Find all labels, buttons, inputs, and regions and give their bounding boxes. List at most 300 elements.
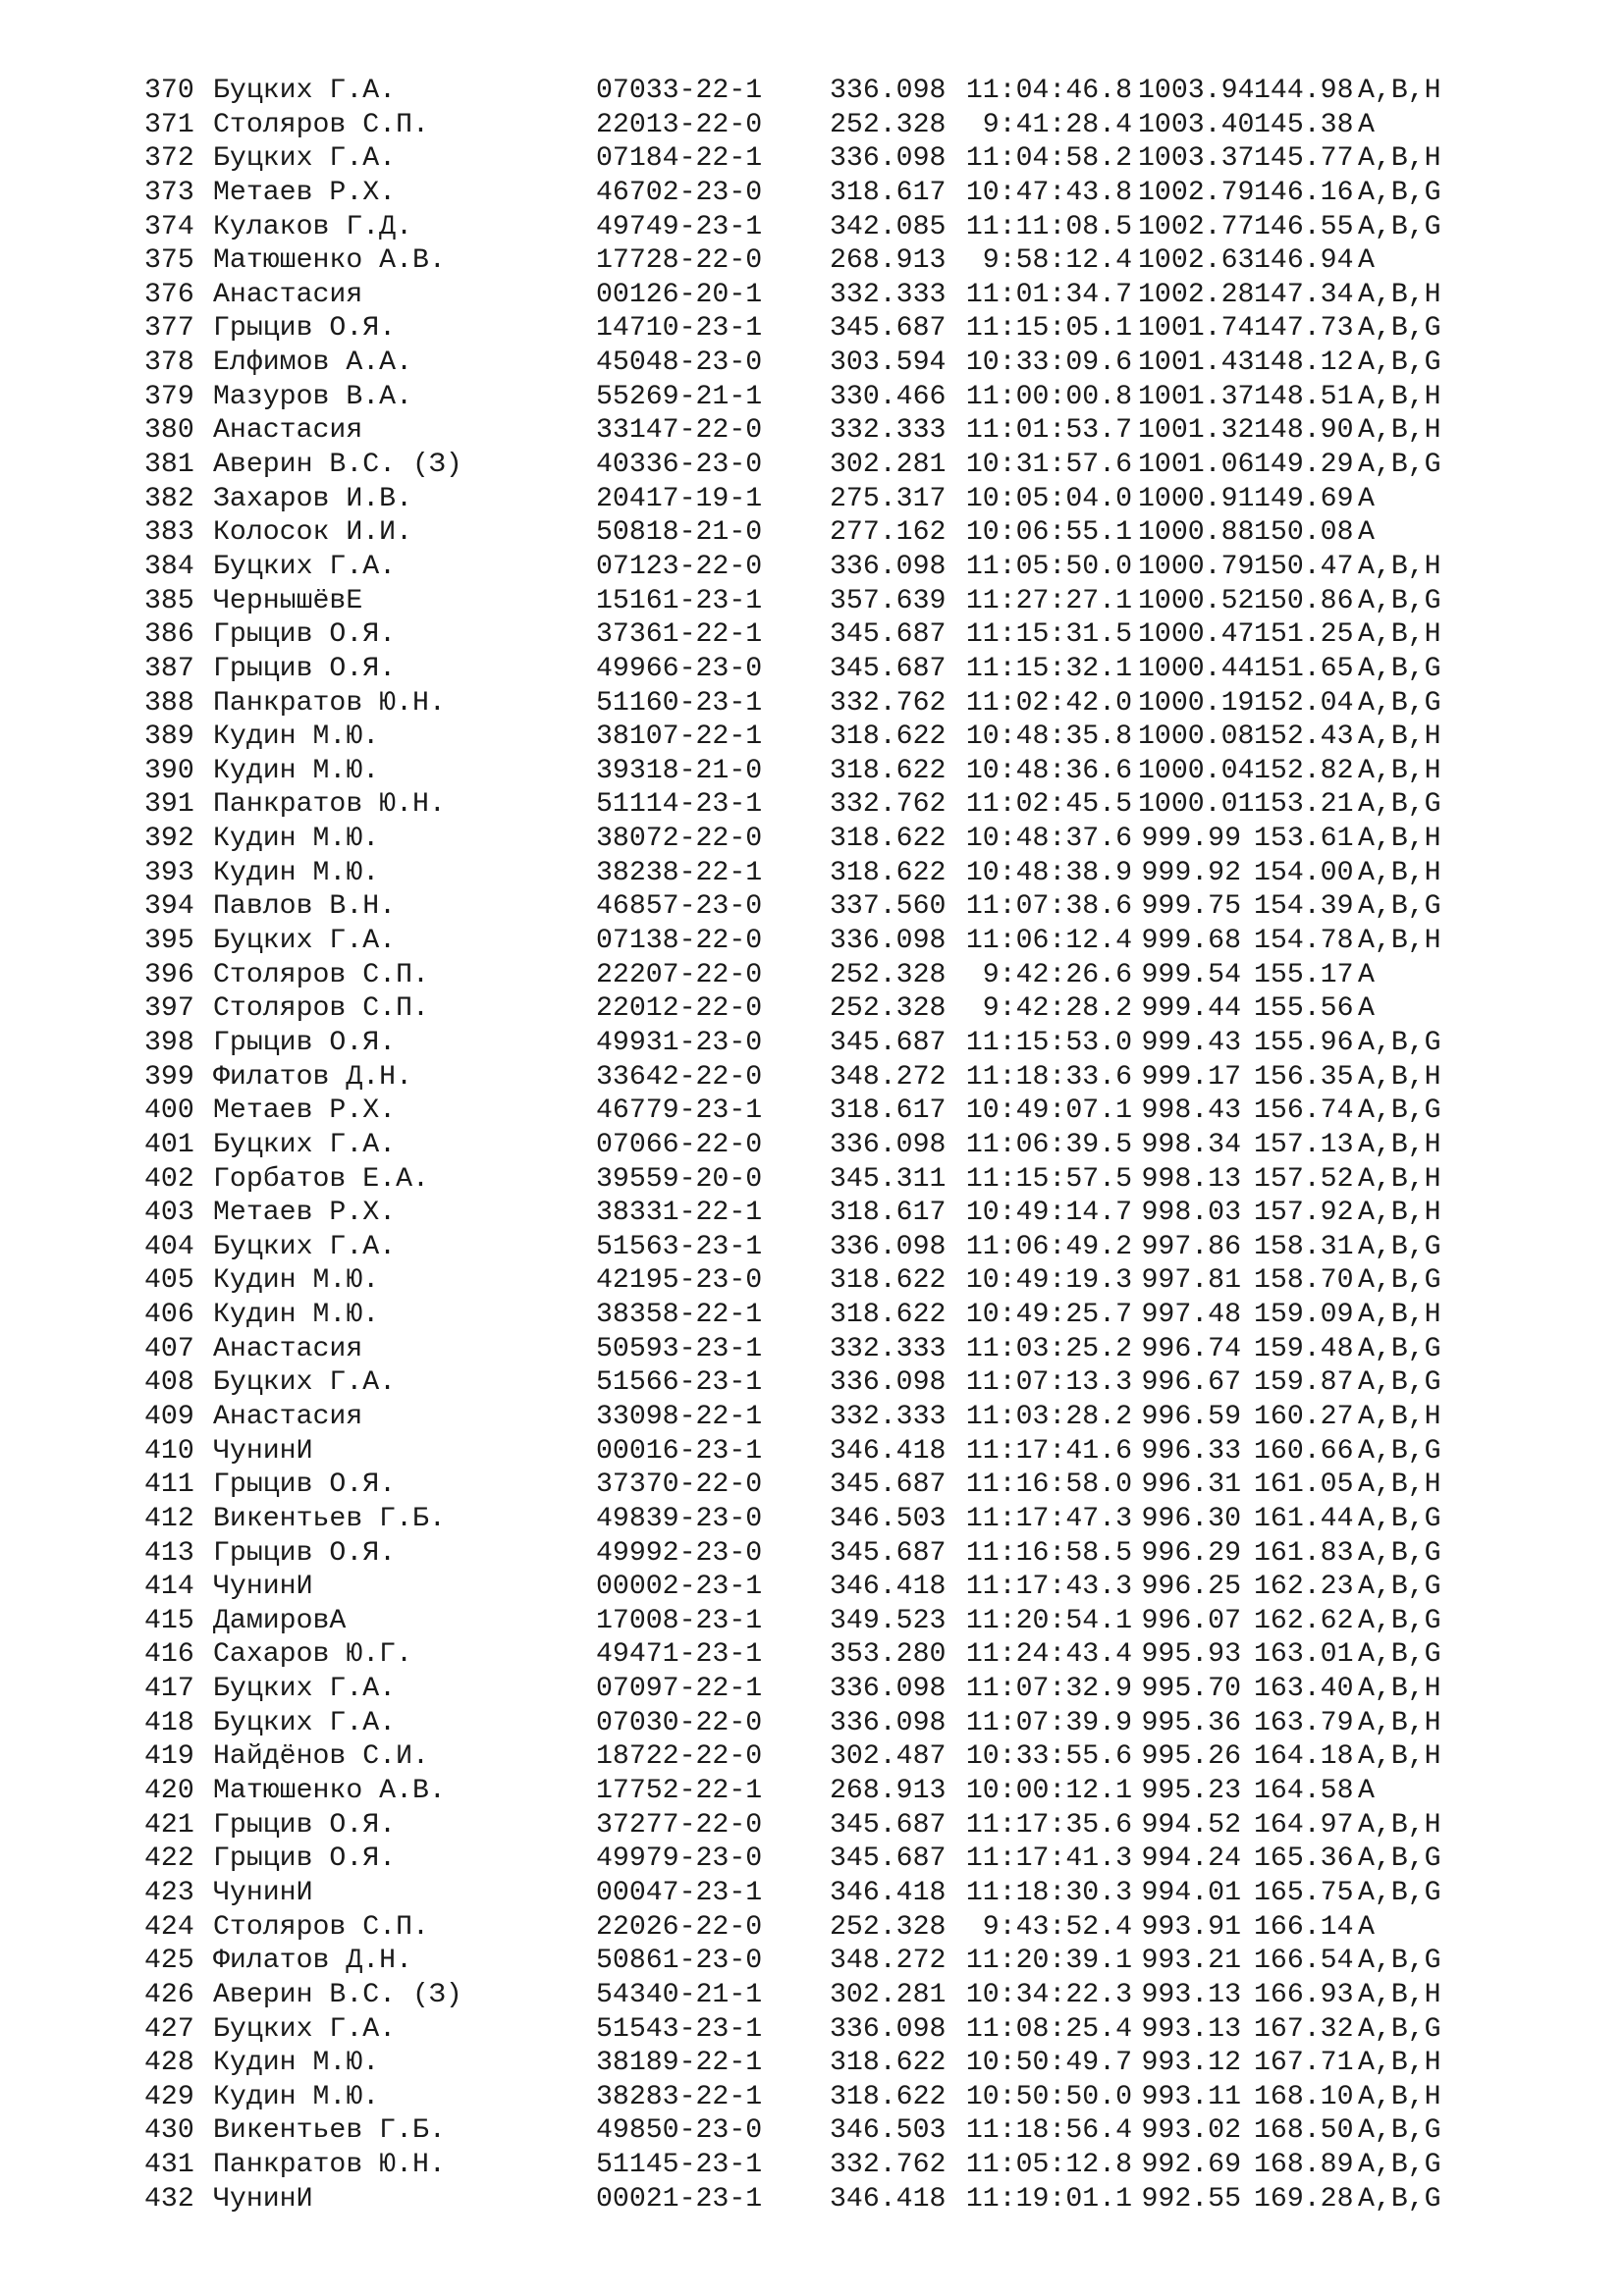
- owner-name-cell: Аверин В.С. (З): [213, 450, 462, 481]
- classes-cell: A,B,G: [1358, 313, 1441, 345]
- classes-cell: A,B,G: [1358, 891, 1441, 923]
- arrival-time-cell: 11:07:38.6: [965, 891, 1132, 923]
- classes-cell: A: [1358, 1776, 1375, 1807]
- arrival-time-cell: 11:01:34.7: [965, 279, 1132, 310]
- speed-cell: 996.67: [1141, 1367, 1241, 1399]
- distance-cell: 332.333: [830, 1333, 947, 1364]
- classes-cell: A,B,H: [1358, 1741, 1441, 1773]
- classes-cell: A,B,G: [1358, 1265, 1441, 1297]
- owner-name-cell: Столяров С.П.: [213, 1911, 429, 1943]
- speed-cell: 998.03: [1141, 1198, 1241, 1229]
- speed-cell: 997.86: [1141, 1231, 1241, 1262]
- owner-name-cell: Матюшенко А.В.: [213, 1776, 446, 1807]
- owner-name-cell: Филатов Д.Н.: [213, 1061, 412, 1093]
- owner-name-cell: ЧернышёвЕ: [213, 585, 363, 616]
- table-row: [144, 788, 1476, 823]
- ring-number-cell: 07033-22-1: [596, 76, 763, 106]
- ring-number-cell: 40336-23-0: [596, 450, 763, 481]
- speed-cell: 998.34: [1141, 1129, 1241, 1160]
- owner-name-cell: Анастасия: [213, 279, 363, 310]
- distance-cell: 346.418: [830, 1572, 947, 1603]
- table-row: [144, 1366, 1476, 1401]
- speed-cell: 1003.37: [1138, 143, 1255, 175]
- points-cell: 160.66: [1254, 1435, 1354, 1467]
- arrival-time-cell: 10:48:36.6: [965, 755, 1132, 786]
- classes-cell: A,B,G: [1358, 1095, 1441, 1127]
- owner-name-cell: Панкратов Ю.Н.: [213, 789, 446, 821]
- distance-cell: 318.617: [830, 1095, 947, 1127]
- points-cell: 164.18: [1254, 1741, 1354, 1773]
- distance-cell: 318.622: [830, 721, 947, 753]
- classes-cell: A,B,H: [1358, 1163, 1441, 1195]
- ring-number-cell: 49966-23-0: [596, 653, 763, 684]
- table-row: [144, 1401, 1476, 1435]
- speed-cell: 1000.52: [1138, 585, 1255, 616]
- table-row: [144, 1537, 1476, 1572]
- ring-number-cell: 22026-22-0: [596, 1911, 763, 1943]
- owner-name-cell: Захаров И.В.: [213, 483, 412, 514]
- points-cell: 160.27: [1254, 1401, 1354, 1432]
- points-cell: 145.38: [1254, 109, 1354, 140]
- place-cell: 395: [144, 926, 194, 957]
- place-cell: 423: [144, 1877, 194, 1908]
- ring-number-cell: 38331-22-1: [596, 1198, 763, 1229]
- distance-cell: 303.594: [830, 347, 947, 379]
- classes-cell: A,B,G: [1358, 211, 1441, 242]
- ring-number-cell: 07066-22-0: [596, 1129, 763, 1160]
- table-row: [144, 755, 1476, 789]
- ring-number-cell: 51566-23-1: [596, 1367, 763, 1399]
- speed-cell: 1000.01: [1138, 789, 1255, 821]
- points-cell: 154.78: [1254, 926, 1354, 957]
- classes-cell: A,B,H: [1358, 2048, 1441, 2079]
- arrival-time-cell: 11:06:39.5: [965, 1129, 1132, 1160]
- place-cell: 381: [144, 450, 194, 481]
- ring-number-cell: 18722-22-0: [596, 1741, 763, 1773]
- speed-cell: 1000.88: [1138, 517, 1255, 549]
- points-cell: 152.04: [1254, 687, 1354, 719]
- classes-cell: A,B,G: [1358, 789, 1441, 821]
- table-row: [144, 551, 1476, 585]
- table-row: [144, 1673, 1476, 1707]
- place-cell: 386: [144, 619, 194, 651]
- speed-cell: 993.21: [1141, 1946, 1241, 1977]
- distance-cell: 332.333: [830, 415, 947, 447]
- classes-cell: A,B,G: [1358, 1537, 1441, 1569]
- classes-cell: A,B,H: [1358, 2081, 1441, 2112]
- classes-cell: A,B,G: [1358, 1333, 1441, 1364]
- points-cell: 164.58: [1254, 1776, 1354, 1807]
- speed-cell: 1000.47: [1138, 619, 1255, 651]
- owner-name-cell: Кудин М.Ю.: [213, 2048, 380, 2079]
- place-cell: 385: [144, 585, 194, 616]
- owner-name-cell: ЧунинИ: [213, 2183, 313, 2215]
- distance-cell: 345.687: [830, 313, 947, 345]
- table-row: [144, 1842, 1476, 1877]
- owner-name-cell: Грыцив О.Я.: [213, 653, 397, 684]
- points-cell: 155.56: [1254, 993, 1354, 1025]
- distance-cell: 302.281: [830, 1979, 947, 2010]
- place-cell: 376: [144, 279, 194, 310]
- points-cell: 166.54: [1254, 1946, 1354, 1977]
- table-row: [144, 721, 1476, 755]
- table-row: [144, 1299, 1476, 1333]
- distance-cell: 346.418: [830, 1435, 947, 1467]
- points-cell: 155.96: [1254, 1027, 1354, 1058]
- points-cell: 159.87: [1254, 1367, 1354, 1399]
- table-row: [144, 1061, 1476, 1095]
- table-row: [144, 109, 1476, 143]
- table-row: [144, 1197, 1476, 1231]
- place-cell: 417: [144, 1674, 194, 1705]
- speed-cell: 1003.40: [1138, 109, 1255, 140]
- ring-number-cell: 00021-23-1: [596, 2183, 763, 2215]
- owner-name-cell: Столяров С.П.: [213, 993, 429, 1025]
- distance-cell: 345.687: [830, 1843, 947, 1875]
- table-row: [144, 1877, 1476, 1911]
- classes-cell: A,B,G: [1358, 1435, 1441, 1467]
- classes-cell: A,B,H: [1358, 1707, 1441, 1738]
- place-cell: 404: [144, 1231, 194, 1262]
- owner-name-cell: Кудин М.Ю.: [213, 857, 380, 888]
- place-cell: 380: [144, 415, 194, 447]
- table-row: [144, 2047, 1476, 2081]
- ring-number-cell: 22207-22-0: [596, 959, 763, 990]
- points-cell: 157.92: [1254, 1198, 1354, 1229]
- arrival-time-cell: 10:50:49.7: [965, 2048, 1132, 2079]
- distance-cell: 318.617: [830, 177, 947, 208]
- place-cell: 379: [144, 381, 194, 412]
- owner-name-cell: Матюшенко А.В.: [213, 245, 446, 277]
- place-cell: 377: [144, 313, 194, 345]
- speed-cell: 998.43: [1141, 1095, 1241, 1127]
- classes-cell: A,B,G: [1358, 1605, 1441, 1636]
- distance-cell: 342.085: [830, 211, 947, 242]
- arrival-time-cell: 11:18:33.6: [965, 1061, 1132, 1093]
- speed-cell: 994.24: [1141, 1843, 1241, 1875]
- place-cell: 370: [144, 76, 194, 106]
- classes-cell: A,B,H: [1358, 1061, 1441, 1093]
- classes-cell: A,B,G: [1358, 653, 1441, 684]
- table-row: [144, 618, 1476, 653]
- speed-cell: 999.99: [1141, 824, 1241, 855]
- distance-cell: 345.687: [830, 1537, 947, 1569]
- classes-cell: A: [1358, 483, 1375, 514]
- arrival-time-cell: 10:50:50.0: [965, 2081, 1132, 2112]
- distance-cell: 332.762: [830, 789, 947, 821]
- owner-name-cell: Викентьев Г.Б.: [213, 1503, 446, 1534]
- table-row: [144, 857, 1476, 891]
- points-cell: 153.21: [1254, 789, 1354, 821]
- classes-cell: A,B,H: [1358, 1469, 1441, 1501]
- speed-cell: 998.13: [1141, 1163, 1241, 1195]
- arrival-time-cell: 11:17:41.6: [965, 1435, 1132, 1467]
- arrival-time-cell: 11:05:12.8: [965, 2150, 1132, 2181]
- arrival-time-cell: 11:18:30.3: [965, 1877, 1132, 1908]
- classes-cell: A,B,H: [1358, 1809, 1441, 1841]
- table-row: [144, 2183, 1476, 2217]
- place-cell: 403: [144, 1198, 194, 1229]
- distance-cell: 268.913: [830, 245, 947, 277]
- ring-number-cell: 39559-20-0: [596, 1163, 763, 1195]
- ring-number-cell: 51145-23-1: [596, 2150, 763, 2181]
- place-cell: 401: [144, 1129, 194, 1160]
- classes-cell: A,B,G: [1358, 347, 1441, 379]
- arrival-time-cell: 11:20:54.1: [965, 1605, 1132, 1636]
- ring-number-cell: 38072-22-0: [596, 824, 763, 855]
- speed-cell: 996.31: [1141, 1469, 1241, 1501]
- classes-cell: A,B,G: [1358, 1367, 1441, 1399]
- table-row: [144, 687, 1476, 721]
- place-cell: 431: [144, 2150, 194, 2181]
- points-cell: 151.25: [1254, 619, 1354, 651]
- ring-number-cell: 00016-23-1: [596, 1435, 763, 1467]
- table-row: [144, 992, 1476, 1027]
- place-cell: 426: [144, 1979, 194, 2010]
- ring-number-cell: 33098-22-1: [596, 1401, 763, 1432]
- table-row: [144, 1638, 1476, 1673]
- arrival-time-cell: 11:04:58.2: [965, 143, 1132, 175]
- speed-cell: 993.11: [1141, 2081, 1241, 2112]
- arrival-time-cell: 11:03:25.2: [965, 1333, 1132, 1364]
- classes-cell: A,B,G: [1358, 687, 1441, 719]
- points-cell: 162.62: [1254, 1605, 1354, 1636]
- ring-number-cell: 37277-22-0: [596, 1809, 763, 1841]
- points-cell: 163.01: [1254, 1639, 1354, 1671]
- points-cell: 156.35: [1254, 1061, 1354, 1093]
- table-row: [144, 1435, 1476, 1469]
- distance-cell: 345.687: [830, 1809, 947, 1841]
- arrival-time-cell: 11:08:25.4: [965, 2013, 1132, 2045]
- arrival-time-cell: 10:34:22.3: [965, 1979, 1132, 2010]
- owner-name-cell: Буцких Г.А.: [213, 143, 397, 175]
- owner-name-cell: Кулаков Г.Д.: [213, 211, 412, 242]
- place-cell: 373: [144, 177, 194, 208]
- classes-cell: A,B,H: [1358, 1979, 1441, 2010]
- classes-cell: A,B,G: [1358, 2150, 1441, 2181]
- classes-cell: A,B,G: [1358, 1639, 1441, 1671]
- distance-cell: 346.418: [830, 2183, 947, 2215]
- speed-cell: 993.12: [1141, 2048, 1241, 2079]
- arrival-time-cell: 11:07:32.9: [965, 1674, 1132, 1705]
- table-row: [144, 2149, 1476, 2183]
- place-cell: 410: [144, 1435, 194, 1467]
- ring-number-cell: 39318-21-0: [596, 755, 763, 786]
- points-cell: 163.79: [1254, 1707, 1354, 1738]
- table-row: [144, 1740, 1476, 1775]
- points-cell: 157.13: [1254, 1129, 1354, 1160]
- speed-cell: 1000.19: [1138, 687, 1255, 719]
- classes-cell: A,B,H: [1358, 1198, 1441, 1229]
- speed-cell: 999.68: [1141, 926, 1241, 957]
- place-cell: 424: [144, 1911, 194, 1943]
- owner-name-cell: Грыцив О.Я.: [213, 619, 397, 651]
- points-cell: 156.74: [1254, 1095, 1354, 1127]
- place-cell: 421: [144, 1809, 194, 1841]
- table-row: [144, 1095, 1476, 1129]
- speed-cell: 1001.37: [1138, 381, 1255, 412]
- arrival-time-cell: 9:42:26.6: [982, 959, 1132, 990]
- classes-cell: A,B,H: [1358, 824, 1441, 855]
- classes-cell: A,B,G: [1358, 1027, 1441, 1058]
- speed-cell: 997.48: [1141, 1300, 1241, 1331]
- place-cell: 382: [144, 483, 194, 514]
- speed-cell: 1002.79: [1138, 177, 1255, 208]
- ring-number-cell: 14710-23-1: [596, 313, 763, 345]
- owner-name-cell: Буцких Г.А.: [213, 2013, 397, 2045]
- table-row: [144, 381, 1476, 415]
- arrival-time-cell: 11:20:39.1: [965, 1946, 1132, 1977]
- arrival-time-cell: 10:48:35.8: [965, 721, 1132, 753]
- arrival-time-cell: 11:05:50.0: [965, 551, 1132, 582]
- classes-cell: A,B,H: [1358, 143, 1441, 175]
- speed-cell: 993.02: [1141, 2115, 1241, 2147]
- speed-cell: 999.54: [1141, 959, 1241, 990]
- ring-number-cell: 17752-22-1: [596, 1776, 763, 1807]
- ring-number-cell: 49749-23-1: [596, 211, 763, 242]
- distance-cell: 252.328: [830, 993, 947, 1025]
- points-cell: 148.12: [1254, 347, 1354, 379]
- points-cell: 168.10: [1254, 2081, 1354, 2112]
- place-cell: 406: [144, 1300, 194, 1331]
- classes-cell: A,B,H: [1358, 551, 1441, 582]
- place-cell: 408: [144, 1367, 194, 1399]
- distance-cell: 318.622: [830, 857, 947, 888]
- ring-number-cell: 49471-23-1: [596, 1639, 763, 1671]
- distance-cell: 357.639: [830, 585, 947, 616]
- table-row: [144, 653, 1476, 687]
- ring-number-cell: 07138-22-0: [596, 926, 763, 957]
- owner-name-cell: Буцких Г.А.: [213, 551, 397, 582]
- classes-cell: A,B,G: [1358, 1946, 1441, 1977]
- distance-cell: 318.622: [830, 1265, 947, 1297]
- table-row: [144, 1468, 1476, 1503]
- points-cell: 152.43: [1254, 721, 1354, 753]
- owner-name-cell: Буцких Г.А.: [213, 1231, 397, 1262]
- ring-number-cell: 51543-23-1: [596, 2013, 763, 2045]
- distance-cell: 336.098: [830, 1231, 947, 1262]
- points-cell: 161.83: [1254, 1537, 1354, 1569]
- table-row: [144, 1707, 1476, 1741]
- ring-number-cell: 00126-20-1: [596, 279, 763, 310]
- speed-cell: 994.01: [1141, 1877, 1241, 1908]
- place-cell: 398: [144, 1027, 194, 1058]
- arrival-time-cell: 10:48:37.6: [965, 824, 1132, 855]
- speed-cell: 996.29: [1141, 1537, 1241, 1569]
- classes-cell: A,B,G: [1358, 1503, 1441, 1534]
- owner-name-cell: Метаев Р.Х.: [213, 177, 397, 208]
- distance-cell: 348.272: [830, 1061, 947, 1093]
- distance-cell: 330.466: [830, 381, 947, 412]
- arrival-time-cell: 11:15:32.1: [965, 653, 1132, 684]
- ring-number-cell: 51114-23-1: [596, 789, 763, 821]
- classes-cell: A,B,H: [1358, 926, 1441, 957]
- ring-number-cell: 07184-22-1: [596, 143, 763, 175]
- owner-name-cell: Колосок И.И.: [213, 517, 412, 549]
- distance-cell: 332.762: [830, 2150, 947, 2181]
- points-cell: 146.16: [1254, 177, 1354, 208]
- owner-name-cell: Грыцив О.Я.: [213, 313, 397, 345]
- table-row: [144, 1775, 1476, 1809]
- place-cell: 383: [144, 517, 194, 549]
- ring-number-cell: 07123-22-0: [596, 551, 763, 582]
- arrival-time-cell: 9:43:52.4: [982, 1911, 1132, 1943]
- arrival-time-cell: 11:17:35.6: [965, 1809, 1132, 1841]
- distance-cell: 336.098: [830, 1674, 947, 1705]
- place-cell: 391: [144, 789, 194, 821]
- owner-name-cell: Грыцив О.Я.: [213, 1469, 397, 1501]
- place-cell: 430: [144, 2115, 194, 2147]
- owner-name-cell: Сахаров Ю.Г.: [213, 1639, 412, 1671]
- ring-number-cell: 49850-23-0: [596, 2115, 763, 2147]
- ring-number-cell: 49992-23-0: [596, 1537, 763, 1569]
- place-cell: 419: [144, 1741, 194, 1773]
- place-cell: 375: [144, 245, 194, 277]
- table-row: [144, 585, 1476, 619]
- ring-number-cell: 54340-21-1: [596, 1979, 763, 2010]
- place-cell: 397: [144, 993, 194, 1025]
- owner-name-cell: Грыцив О.Я.: [213, 1843, 397, 1875]
- speed-cell: 992.55: [1141, 2183, 1241, 2215]
- arrival-time-cell: 11:18:56.4: [965, 2115, 1132, 2147]
- owner-name-cell: ЧунинИ: [213, 1572, 313, 1603]
- speed-cell: 1002.77: [1138, 211, 1255, 242]
- classes-cell: A: [1358, 993, 1375, 1025]
- points-cell: 161.44: [1254, 1503, 1354, 1534]
- owner-name-cell: Викентьев Г.Б.: [213, 2115, 446, 2147]
- speed-cell: 1002.28: [1138, 279, 1255, 310]
- place-cell: 374: [144, 211, 194, 242]
- arrival-time-cell: 11:07:39.9: [965, 1707, 1132, 1738]
- points-cell: 147.34: [1254, 279, 1354, 310]
- owner-name-cell: Филатов Д.Н.: [213, 1946, 412, 1977]
- owner-name-cell: Метаев Р.Х.: [213, 1198, 397, 1229]
- classes-cell: A,B,H: [1358, 619, 1441, 651]
- classes-cell: A,B,G: [1358, 1572, 1441, 1603]
- owner-name-cell: Павлов В.Н.: [213, 891, 397, 923]
- classes-cell: A,B,G: [1358, 2115, 1441, 2147]
- table-row: [144, 1605, 1476, 1639]
- classes-cell: A: [1358, 1911, 1375, 1943]
- speed-cell: 1000.79: [1138, 551, 1255, 582]
- table-row: [144, 312, 1476, 347]
- ring-number-cell: 38107-22-1: [596, 721, 763, 753]
- distance-cell: 277.162: [830, 517, 947, 549]
- place-cell: 388: [144, 687, 194, 719]
- ring-number-cell: 20417-19-1: [596, 483, 763, 514]
- place-cell: 413: [144, 1537, 194, 1569]
- distance-cell: 302.487: [830, 1741, 947, 1773]
- distance-cell: 345.687: [830, 1027, 947, 1058]
- place-cell: 390: [144, 755, 194, 786]
- owner-name-cell: Столяров С.П.: [213, 109, 429, 140]
- ring-number-cell: 07097-22-1: [596, 1674, 763, 1705]
- points-cell: 154.39: [1254, 891, 1354, 923]
- owner-name-cell: Столяров С.П.: [213, 959, 429, 990]
- place-cell: 400: [144, 1095, 194, 1127]
- speed-cell: 993.91: [1141, 1911, 1241, 1943]
- place-cell: 405: [144, 1265, 194, 1297]
- ring-number-cell: 38238-22-1: [596, 857, 763, 888]
- ring-number-cell: 46702-23-0: [596, 177, 763, 208]
- points-cell: 148.90: [1254, 415, 1354, 447]
- speed-cell: 1000.04: [1138, 755, 1255, 786]
- speed-cell: 993.13: [1141, 2013, 1241, 2045]
- points-cell: 148.51: [1254, 381, 1354, 412]
- points-cell: 166.14: [1254, 1911, 1354, 1943]
- speed-cell: 999.92: [1141, 857, 1241, 888]
- table-row: [144, 177, 1476, 211]
